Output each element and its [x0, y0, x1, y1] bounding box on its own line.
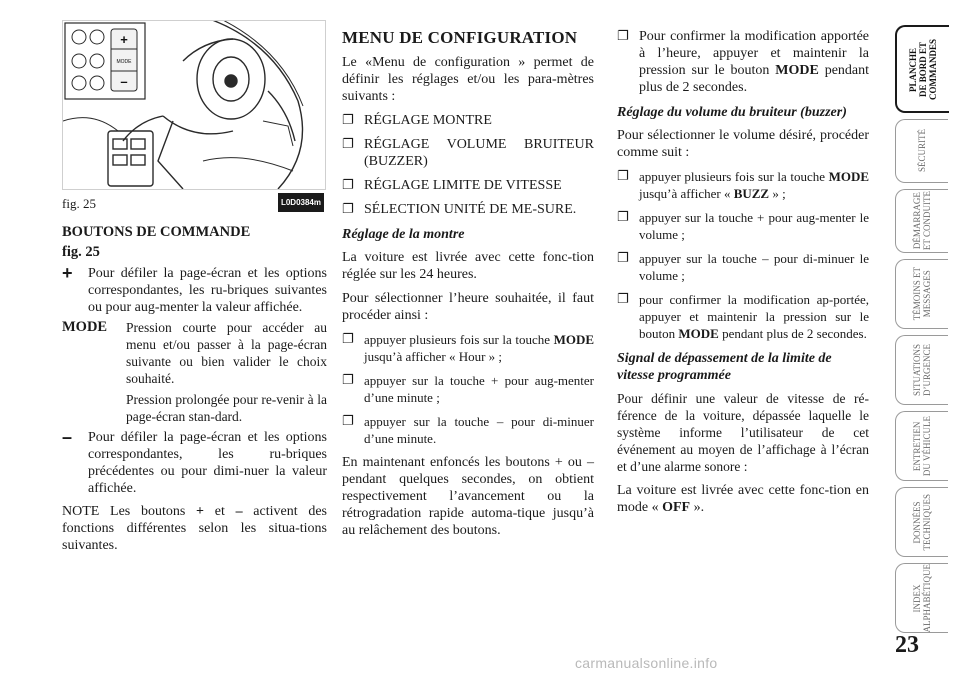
checkbox-icon: ❐ — [342, 373, 354, 388]
figure-code: L0D0384m — [278, 193, 324, 212]
note-minus: – — [235, 504, 243, 519]
checkbox-icon: ❐ — [342, 178, 354, 193]
checkbox-icon: ❐ — [617, 169, 629, 184]
speed-p2: La voiture est livrée avec cette fonc-tion en mode « OFF ». — [617, 483, 869, 515]
buzzer-subtitle: Réglage du volume du bruiteur (buzzer) — [617, 105, 847, 120]
mode-label: MODE — [62, 319, 108, 335]
list-item: ❐ SÉLECTION UNITÉ DE ME-SURE. — [342, 202, 577, 217]
minus-description: Pour défiler la page-écran et les options correspondantes, les ru-briques précédentes ou pour dimi-nuer la valeur affichée. — [88, 430, 327, 496]
minus-symbol: – — [62, 427, 73, 447]
watermark: carmanualsonline.info — [575, 655, 718, 671]
list-item: ❐ RÉGLAGE MONTRE — [342, 113, 492, 128]
checkbox-icon: ❐ — [342, 332, 354, 347]
list-item: ❐ appuyer sur la touche – pour di-minuer d’une minute. — [342, 414, 594, 446]
note-text-2: et — [214, 504, 225, 519]
tab-donnees[interactable]: DONNÉES TECHNIQUES — [895, 487, 948, 557]
list-item: ❐ Pour confirmer la modification apportée à l’heure, appuyer et maintenir la pression sur le bouton MODE pendant plus de 2 secondes. — [617, 29, 870, 95]
confirm-step — [617, 28, 869, 96]
inset-plus-label: + — [120, 32, 128, 47]
mode-command — [62, 319, 327, 425]
tab-planche-de-bord[interactable]: PLANCHE DE BORD ET COMMANDES — [895, 25, 949, 113]
note-plus: + — [196, 504, 205, 519]
buzzer-steps — [617, 168, 869, 342]
checkbox-icon: ❐ — [342, 113, 354, 128]
page-number: 23 — [895, 632, 919, 658]
steering-wheel-illustration — [63, 21, 325, 189]
tab-temoins[interactable]: TÉMOINS ET MESSAGES — [895, 259, 948, 329]
config-menu-title: MENU DE CONFIGURATION — [342, 28, 578, 47]
minus-command — [62, 429, 327, 497]
config-menu-list — [342, 112, 594, 218]
middle-column — [342, 28, 594, 546]
tab-index[interactable]: INDEX ALPHABÉTIQUE — [895, 563, 948, 633]
list-item: ❐ RÉGLAGE LIMITE DE VITESSE — [342, 178, 562, 193]
note-text-3: activent des fonctions différentes selon les situa-tions suivantes. — [62, 504, 327, 553]
tab-entretien[interactable]: ENTRETIEN DU VÉHICULE — [895, 411, 948, 481]
tab-demarrage[interactable]: DÉMARRAGE ET CONDUITE — [895, 189, 948, 253]
checkbox-icon: ❐ — [617, 210, 629, 225]
control-panel-inset — [65, 23, 145, 99]
config-menu-intro: Le «Menu de configuration » permet de définir les réglages et/ou les para-mètres suivants : — [342, 55, 594, 104]
clock-p2: Pour sélectionner l’heure souhaitée, il faut procéder ainsi : — [342, 291, 594, 323]
list-item: ❐ appuyer plusieurs fois sur la touche MODE jusqu’à afficher « Hour » ; — [342, 332, 595, 364]
chapter-tabs — [895, 25, 947, 639]
speed-p1: Pour définir une valeur de vitesse de ré-férence de la voiture, dépassée laquelle le système informe l’utilisateur de cet événement au moyen de l’affichage à l’écran et d’une alarme sonore : — [617, 391, 869, 474]
list-item: ❐ appuyer plusieurs fois sur la touche MODE jusqu’à afficher « BUZZ » ; — [617, 169, 870, 201]
inset-minus-label: – — [120, 74, 128, 89]
tab-securite[interactable]: SÉCURITÉ — [895, 119, 948, 183]
clock-subtitle: Réglage de la montre — [342, 227, 465, 242]
list-item: ❐ appuyer sur la touche – pour di-minuer le volume ; — [617, 251, 869, 283]
checkbox-icon: ❐ — [342, 414, 354, 429]
right-column — [617, 28, 869, 523]
inset-mode-label: MODE — [116, 59, 132, 65]
checkbox-icon: ❐ — [617, 29, 629, 44]
plus-symbol: + — [62, 263, 73, 283]
plus-description: Pour défiler la page-écran et les options correspondantes, les ru-briques suivantes ou pour aug-menter la valeur affichée. — [88, 266, 327, 315]
buzzer-p1: Pour sélectionner le volume désiré, procéder comme suit : — [617, 128, 869, 160]
list-item: ❐ RÉGLAGE VOLUME BRUITEUR (BUZZER) — [342, 137, 594, 169]
mode-long-press: Pression prolongée pour re-venir à la page-écran stan-dard. — [126, 392, 327, 424]
checkbox-icon: ❐ — [342, 202, 354, 217]
clock-steps — [342, 331, 594, 447]
list-item: ❐ appuyer sur la touche + pour aug-menter le volume ; — [617, 210, 869, 242]
note-text-1: NOTE Les boutons — [62, 504, 186, 519]
note-paragraph — [62, 503, 327, 554]
checkbox-icon: ❐ — [617, 251, 629, 266]
speed-subtitle: Signal de dépassement de la limite de vitesse programmée — [617, 351, 832, 383]
clock-p3: En maintenant enfoncés les boutons + ou – pendant quelques secondes, on obtient respectivement l’avancement ou la rétrogradation rapide automa-tique jusqu’à au relâchement des boutons. — [342, 455, 594, 538]
plus-command — [62, 265, 327, 316]
figure-caption: fig. 25 — [62, 196, 96, 211]
checkbox-icon: ❐ — [617, 292, 629, 307]
list-item: ❐ pour confirmer la modification ap-portée, appuyer et maintenir la pression sur le bouton MODE pendant plus de 2 secondes. — [617, 292, 869, 341]
steering-wheel-figure — [62, 20, 326, 190]
controls-heading: BOUTONS DE COMMANDE — [62, 224, 251, 240]
clock-p1: La voiture est livrée avec cette fonc-tion réglée sur les 24 heures. — [342, 250, 594, 282]
left-column — [62, 20, 327, 554]
tab-situations[interactable]: SITUATIONS D’URGENCE — [895, 335, 948, 405]
checkbox-icon: ❐ — [342, 137, 354, 152]
controls-figref: fig. 25 — [62, 244, 100, 260]
mode-short-press: Pression courte pour accéder au menu et/ou passer à la page-écran suivante ou bien valider le choix souhaité. — [126, 320, 327, 386]
list-item: ❐ appuyer sur la touche + pour aug-menter d’une minute ; — [342, 373, 594, 405]
